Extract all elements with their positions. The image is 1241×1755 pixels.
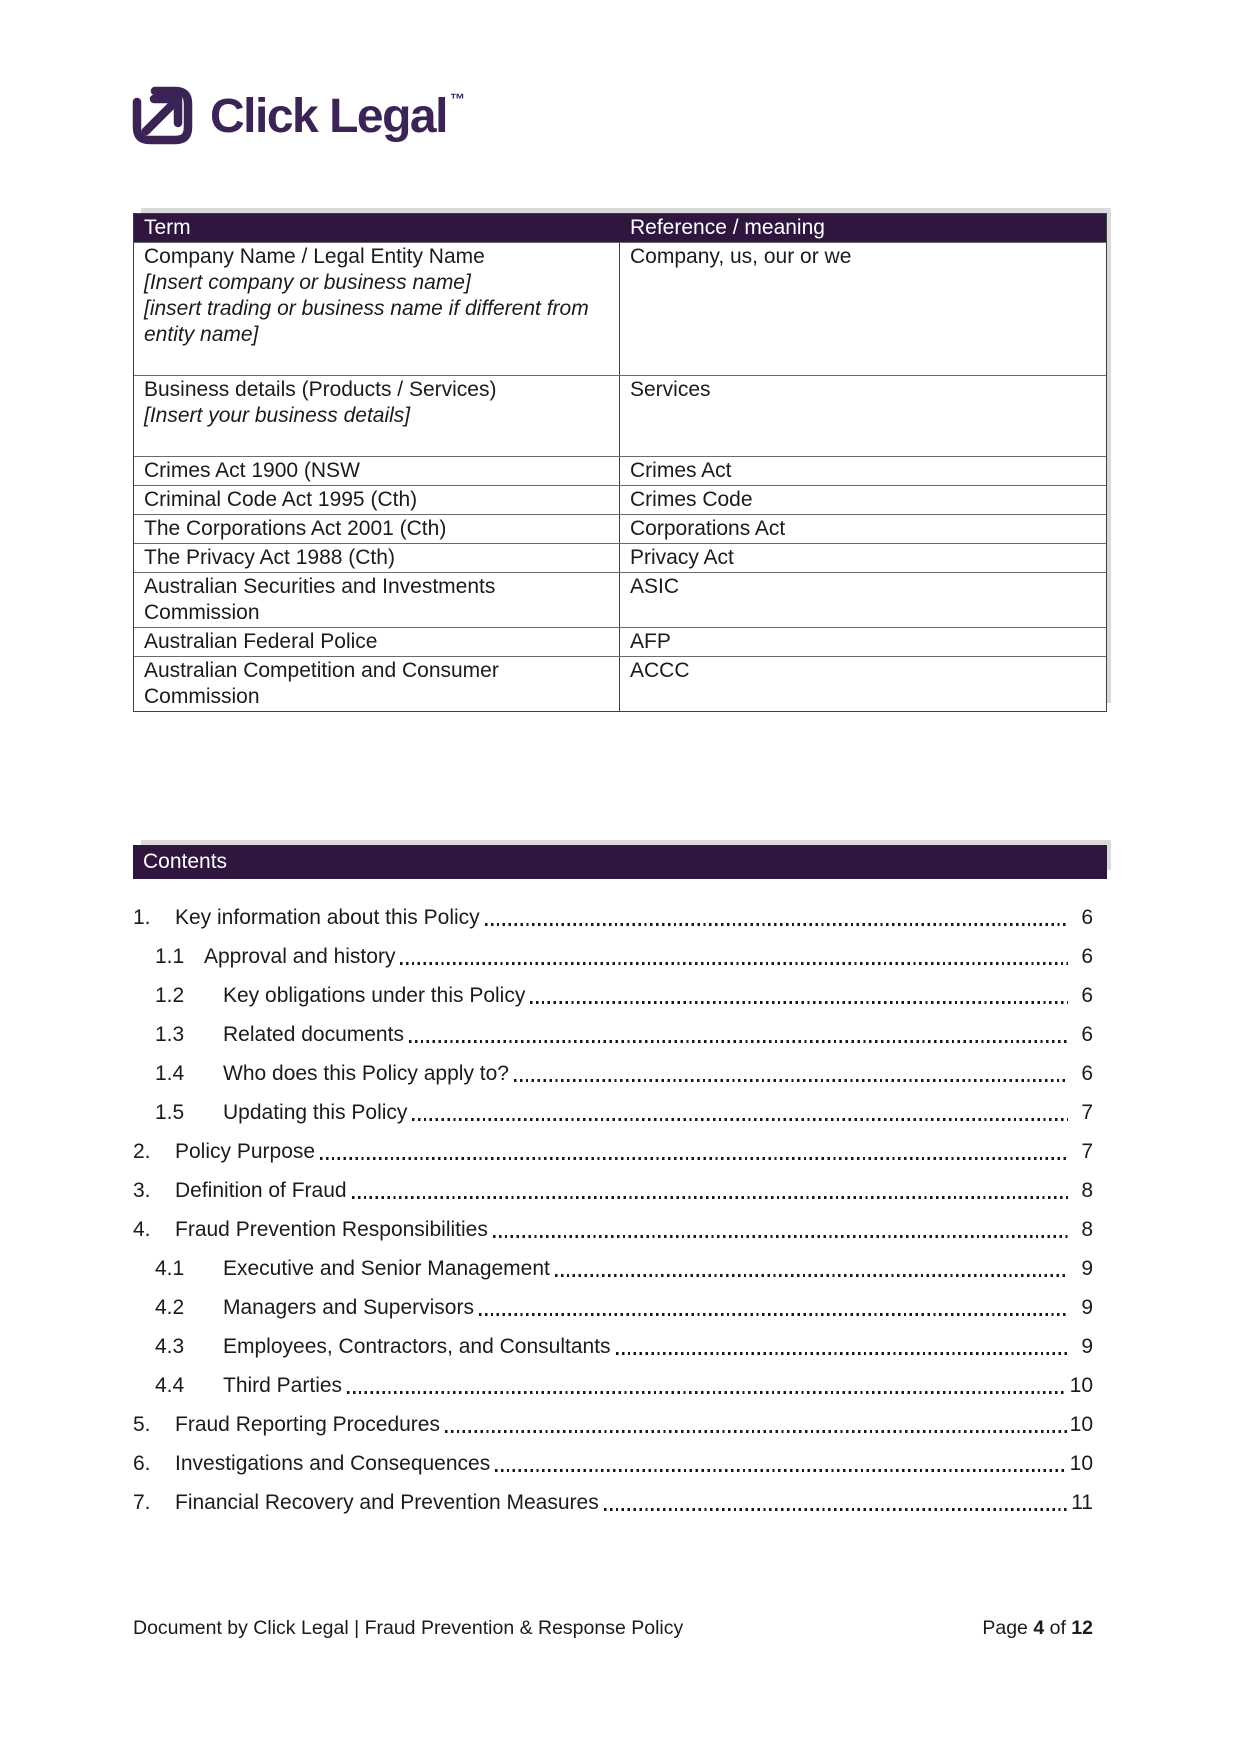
toc-entry-number: 4.3 <box>155 1335 185 1358</box>
footer-of-word: of <box>1049 1617 1066 1639</box>
toc-entry-page: 9 <box>1081 1296 1093 1319</box>
definitions-table-body <box>134 242 1106 711</box>
toc-dot-leader <box>493 1235 1068 1238</box>
toc-dot-leader <box>555 1274 1068 1277</box>
table-row <box>134 485 1106 514</box>
toc-entry <box>133 970 1107 1009</box>
toc-entry-number: 1.4 <box>155 1062 185 1085</box>
toc-entry-number: 7. <box>133 1491 151 1514</box>
reference-column-header: Reference / meaning <box>630 216 825 239</box>
reference-cell: Company, us, our or we <box>630 245 852 268</box>
toc-entry-page: 7 <box>1081 1140 1093 1163</box>
toc-entry <box>133 931 1107 970</box>
toc-entry <box>133 1126 1107 1165</box>
table-row <box>134 543 1106 572</box>
toc-entry-page: 10 <box>1069 1374 1093 1397</box>
toc-entry-label: Policy Purpose <box>175 1140 316 1163</box>
term-cell <box>134 657 620 711</box>
footer-page-indicator <box>982 1616 1107 1640</box>
toc-entry-number: 4.2 <box>155 1296 185 1319</box>
toc-entry-label: Fraud Reporting Procedures <box>175 1413 440 1436</box>
toc-entry-page: 6 <box>1081 945 1093 968</box>
term-cell <box>134 515 620 543</box>
toc-entry-label: Definition of Fraud <box>175 1179 347 1202</box>
toc-entry-label: Who does this Policy apply to? <box>223 1062 509 1085</box>
toc-entry-label: Third Parties <box>223 1374 343 1397</box>
contents-heading <box>133 845 1107 879</box>
reference-cell: Crimes Code <box>630 488 753 511</box>
brand-name <box>210 89 465 143</box>
toc-entry <box>133 1399 1107 1438</box>
term-cell <box>134 544 620 572</box>
toc-entry <box>133 1009 1107 1048</box>
toc-entry <box>133 1438 1107 1477</box>
term-line: Criminal Code Act 1995 (Cth) <box>144 488 418 511</box>
toc-entry <box>133 1282 1107 1321</box>
term-line: [Insert your business details] <box>144 404 411 427</box>
toc-entry-number: 4. <box>133 1218 151 1241</box>
term-line: [insert trading or business name if different from entity name] <box>144 297 589 346</box>
toc-entry <box>133 1204 1107 1243</box>
toc-entry-label: Investigations and Consequences <box>175 1452 491 1475</box>
reference-cell: Services <box>630 378 711 401</box>
toc-entry-number: 1.1 <box>155 945 185 968</box>
toc-dot-leader <box>604 1508 1068 1511</box>
table-row <box>134 456 1106 485</box>
toc-dot-leader <box>616 1352 1068 1355</box>
toc-entry <box>133 1087 1107 1126</box>
term-cell <box>134 486 620 514</box>
term-line <box>144 348 609 374</box>
term-line: The Privacy Act 1988 (Cth) <box>144 546 395 569</box>
toc-dot-leader <box>485 923 1068 926</box>
toc-entry-page: 10 <box>1069 1452 1093 1475</box>
toc-entry-number: 3. <box>133 1179 151 1202</box>
toc-entry-number: 4.1 <box>155 1257 185 1280</box>
toc-dot-leader <box>495 1469 1066 1472</box>
toc-entry-page: 6 <box>1081 984 1093 1007</box>
term-line: Company Name / Legal Entity Name <box>144 245 485 268</box>
toc-dot-leader <box>400 962 1068 965</box>
arrow-up-right-box-icon <box>131 84 195 148</box>
reference-cell: Crimes Act <box>630 459 732 482</box>
toc-entry-label: Executive and Senior Management <box>223 1257 550 1280</box>
footer-document-title: Document by Click Legal | Fraud Prevention & Response Policy <box>133 1617 684 1639</box>
toc-entry-number: 1.5 <box>155 1101 185 1124</box>
term-cell <box>134 243 620 375</box>
toc-entry-page: 8 <box>1081 1179 1093 1202</box>
page-footer <box>133 1616 1107 1640</box>
toc-entry-number: 2. <box>133 1140 151 1163</box>
reference-cell: ACCC <box>630 659 690 682</box>
table-row <box>134 375 1106 456</box>
term-line: Crimes Act 1900 (NSW <box>144 459 360 482</box>
toc-entry-label: Approval and history <box>204 945 396 968</box>
toc-dot-leader <box>514 1079 1068 1082</box>
toc-entry-label: Financial Recovery and Prevention Measures <box>175 1491 599 1514</box>
toc-entry-number: 6. <box>133 1452 151 1475</box>
term-line: Australian Competition and Consumer Commission <box>144 659 499 708</box>
reference-cell: Privacy Act <box>630 546 734 569</box>
toc-entry <box>133 1321 1107 1360</box>
toc-entry-number: 1.3 <box>155 1023 185 1046</box>
term-cell <box>134 457 620 485</box>
toc-entry-number: 1. <box>133 906 151 929</box>
toc-dot-leader <box>320 1157 1068 1160</box>
contents-heading-label: Contents <box>143 850 228 873</box>
toc-entry-page: 7 <box>1081 1101 1093 1124</box>
toc-entry-number: 4.4 <box>155 1374 185 1397</box>
term-column-header: Term <box>144 216 191 239</box>
footer-page-total: 12 <box>1071 1617 1093 1639</box>
toc-dot-leader <box>530 1001 1068 1004</box>
toc-entry <box>133 1165 1107 1204</box>
toc-dot-leader <box>409 1040 1068 1043</box>
toc-entry-page: 6 <box>1081 1062 1093 1085</box>
term-line: Australian Federal Police <box>144 630 378 653</box>
table-row <box>134 242 1106 375</box>
table-row <box>134 656 1106 711</box>
term-cell <box>134 573 620 627</box>
definitions-table-header-row <box>134 214 1106 242</box>
toc-dot-leader <box>479 1313 1068 1316</box>
toc-entry-page: 6 <box>1081 906 1093 929</box>
toc-entry-label: Key obligations under this Policy <box>223 984 526 1007</box>
table-row <box>134 514 1106 543</box>
definitions-table <box>133 213 1107 712</box>
reference-cell: Corporations Act <box>630 517 786 540</box>
reference-cell: ASIC <box>630 575 680 598</box>
toc-entry-page: 10 <box>1069 1413 1093 1436</box>
toc-entry-label: Updating this Policy <box>223 1101 408 1124</box>
toc-entry-label: Fraud Prevention Responsibilities <box>175 1218 488 1241</box>
term-line <box>144 429 609 455</box>
toc-entry-number: 5. <box>133 1413 151 1436</box>
toc-entry-page: 8 <box>1081 1218 1093 1241</box>
toc-dot-leader <box>412 1118 1068 1121</box>
trademark-symbol: ™ <box>449 90 465 108</box>
toc-entry <box>133 892 1107 931</box>
toc-dot-leader <box>352 1196 1068 1199</box>
toc-entry-page: 9 <box>1081 1257 1093 1280</box>
table-row <box>134 627 1106 656</box>
toc-entry-label: Related documents <box>223 1023 404 1046</box>
reference-cell: AFP <box>630 630 671 653</box>
brand-logo <box>131 84 465 148</box>
toc-entry-page: 11 <box>1071 1491 1093 1514</box>
toc-entry <box>133 1477 1107 1516</box>
toc-dot-leader <box>347 1391 1067 1394</box>
term-cell <box>134 628 620 656</box>
term-line: Business details (Products / Services) <box>144 378 497 401</box>
toc-entry-label: Employees, Contractors, and Consultants <box>223 1335 611 1358</box>
table-row <box>134 572 1106 627</box>
toc-entry <box>133 1243 1107 1282</box>
table-of-contents <box>133 892 1107 1516</box>
brand-name-text: Click Legal <box>210 89 447 143</box>
term-line: Australian Securities and Investments Commission <box>144 575 496 624</box>
toc-entry-number: 1.2 <box>155 984 185 1007</box>
term-cell <box>134 376 620 456</box>
toc-dot-leader <box>445 1430 1067 1433</box>
footer-page-word: Page <box>982 1617 1028 1639</box>
toc-entry <box>133 1360 1107 1399</box>
term-line: The Corporations Act 2001 (Cth) <box>144 517 447 540</box>
toc-entry-label: Key information about this Policy <box>175 906 480 929</box>
term-line: [Insert company or business name] <box>144 271 471 294</box>
toc-entry-label: Managers and Supervisors <box>223 1296 474 1319</box>
toc-entry <box>133 1048 1107 1087</box>
toc-entry-page: 9 <box>1081 1335 1093 1358</box>
toc-entry-page: 6 <box>1081 1023 1093 1046</box>
footer-page-number: 4 <box>1033 1617 1045 1639</box>
